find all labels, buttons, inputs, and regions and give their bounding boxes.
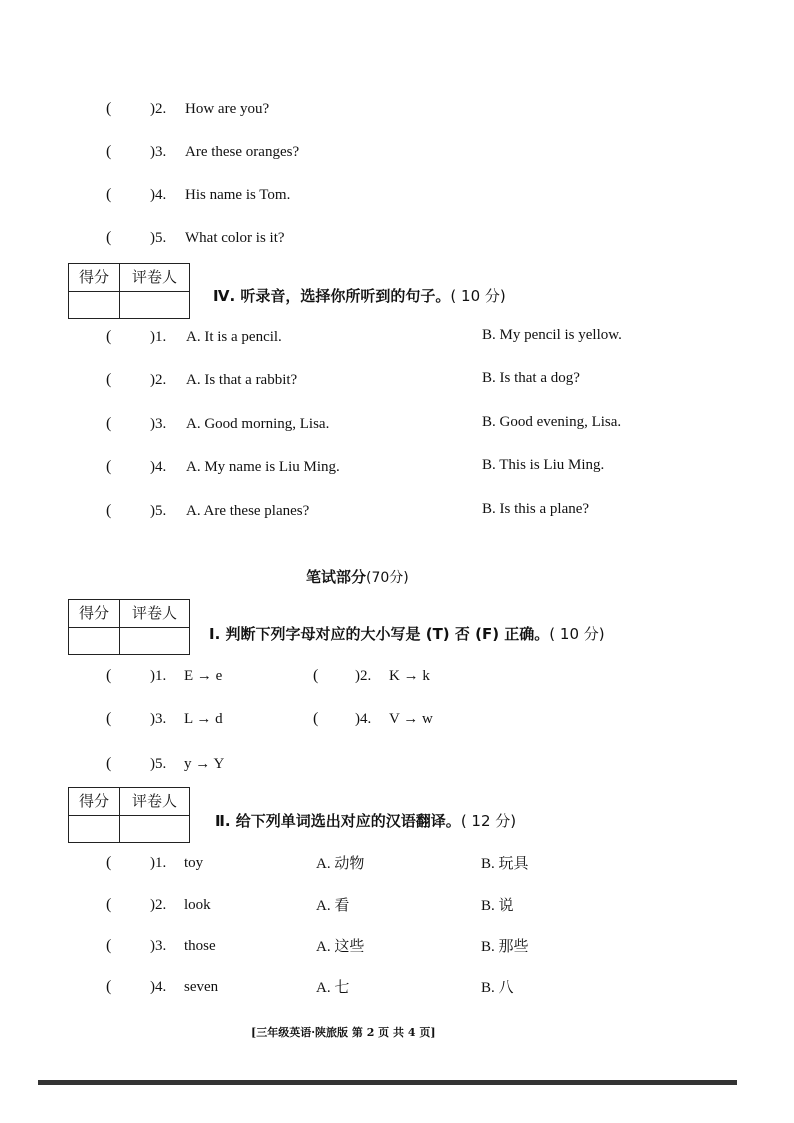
option-a: A. It is a pencil.	[186, 329, 282, 345]
question-number: )3.	[150, 938, 167, 954]
question-text: K → k	[389, 668, 430, 684]
written-part-title	[306, 566, 409, 587]
question-number: )2.	[150, 372, 167, 388]
question-text: His name is Tom.	[185, 187, 291, 203]
section-points: ( 12 分)	[460, 812, 517, 830]
question-text: What color is it?	[185, 230, 285, 246]
option-b: B. 玩具	[481, 856, 529, 872]
answer-paren[interactable]: (	[106, 667, 112, 684]
question-text: V → w	[389, 711, 433, 727]
answer-paren[interactable]: (	[313, 710, 319, 727]
section-points: ( 10 分)	[450, 287, 506, 305]
section-title-text: Ⅱ. 给下列单词选出对应的汉语翻译。	[215, 812, 461, 830]
question-number: )3.	[150, 416, 167, 432]
answer-paren[interactable]: (	[106, 755, 112, 772]
question-text: How are you?	[185, 101, 270, 117]
score-box	[68, 787, 190, 843]
question-number: )2.	[150, 897, 167, 913]
option-a: A. My name is Liu Ming.	[186, 459, 340, 475]
bottom-rule	[38, 1080, 737, 1085]
score-box	[68, 263, 190, 319]
answer-paren[interactable]: (	[106, 371, 112, 388]
section-title	[213, 285, 506, 306]
option-b: B. My pencil is yellow.	[482, 327, 622, 343]
question-number: )3.	[150, 144, 167, 160]
question-text: L → d	[184, 711, 223, 727]
question-number: )2.	[150, 101, 167, 117]
page-footer: [三年级英语·陕旅版 第 2 页 共 4 页]	[251, 1026, 436, 1039]
option-a: A. 看	[316, 898, 350, 914]
word: toy	[184, 855, 204, 871]
option-b: B. 八	[481, 980, 514, 996]
word: look	[184, 897, 211, 913]
grader-label: 评卷人	[131, 604, 177, 622]
section-title-text: Ⅳ. 听录音，选择你所听到的句子。	[213, 287, 451, 305]
score-label: 得分	[78, 792, 109, 810]
section-title	[215, 810, 516, 831]
score-label: 得分	[78, 604, 109, 622]
question-number: )1.	[150, 329, 167, 345]
score-label: 得分	[78, 268, 109, 286]
question-number: )5.	[150, 503, 167, 519]
word: those	[184, 938, 216, 954]
answer-paren[interactable]: (	[106, 229, 112, 246]
grader-label: 评卷人	[131, 268, 177, 286]
answer-paren[interactable]: (	[106, 415, 112, 432]
question-text: E → e	[184, 668, 223, 684]
option-a: A. Are these planes?	[186, 503, 310, 519]
question-number: )4.	[355, 711, 372, 727]
option-b: B. Is that a dog?	[482, 370, 580, 386]
section-points: ( 10 分)	[549, 625, 605, 643]
question-number: )5.	[150, 230, 167, 246]
answer-paren[interactable]: (	[106, 328, 112, 345]
answer-paren[interactable]: (	[313, 667, 319, 684]
answer-paren[interactable]: (	[106, 100, 112, 117]
option-b: B. 那些	[481, 939, 529, 955]
answer-paren[interactable]: (	[106, 458, 112, 475]
word: seven	[184, 979, 219, 995]
question-number: )3.	[150, 711, 167, 727]
option-a: A. 动物	[316, 856, 365, 872]
question-number: )2.	[355, 668, 372, 684]
grader-label: 评卷人	[131, 792, 177, 810]
question-number: )1.	[150, 855, 167, 871]
option-a: A. 这些	[316, 939, 365, 955]
section-title-text: Ⅰ. 判断下列字母对应的大小写是 (T) 否 (F) 正确。	[209, 625, 550, 643]
answer-paren[interactable]: (	[106, 186, 112, 203]
question-text: Are these oranges?	[185, 144, 300, 160]
option-a: A. 七	[316, 980, 350, 996]
question-number: )4.	[150, 187, 167, 203]
question-text: y → Y	[184, 756, 225, 772]
score-box	[68, 599, 190, 655]
answer-paren[interactable]: (	[106, 502, 112, 519]
section-title	[209, 623, 605, 644]
option-a: A. Is that a rabbit?	[186, 372, 298, 388]
written-part-points: (70分)	[366, 570, 409, 586]
answer-paren[interactable]: (	[106, 896, 112, 913]
question-number: )4.	[150, 979, 167, 995]
option-b: B. 说	[481, 898, 514, 914]
option-a: A. Good morning, Lisa.	[186, 416, 330, 432]
answer-paren[interactable]: (	[106, 937, 112, 954]
written-part-title-text: 笔试部分	[306, 568, 367, 586]
answer-paren[interactable]: (	[106, 978, 112, 995]
question-number: )1.	[150, 668, 167, 684]
option-b: B. Is this a plane?	[482, 501, 590, 517]
answer-paren[interactable]: (	[106, 143, 112, 160]
option-b: B. This is Liu Ming.	[482, 457, 605, 473]
answer-paren[interactable]: (	[106, 854, 112, 871]
question-number: )4.	[150, 459, 167, 475]
answer-paren[interactable]: (	[106, 710, 112, 727]
question-number: )5.	[150, 756, 167, 772]
option-b: B. Good evening, Lisa.	[482, 414, 622, 430]
